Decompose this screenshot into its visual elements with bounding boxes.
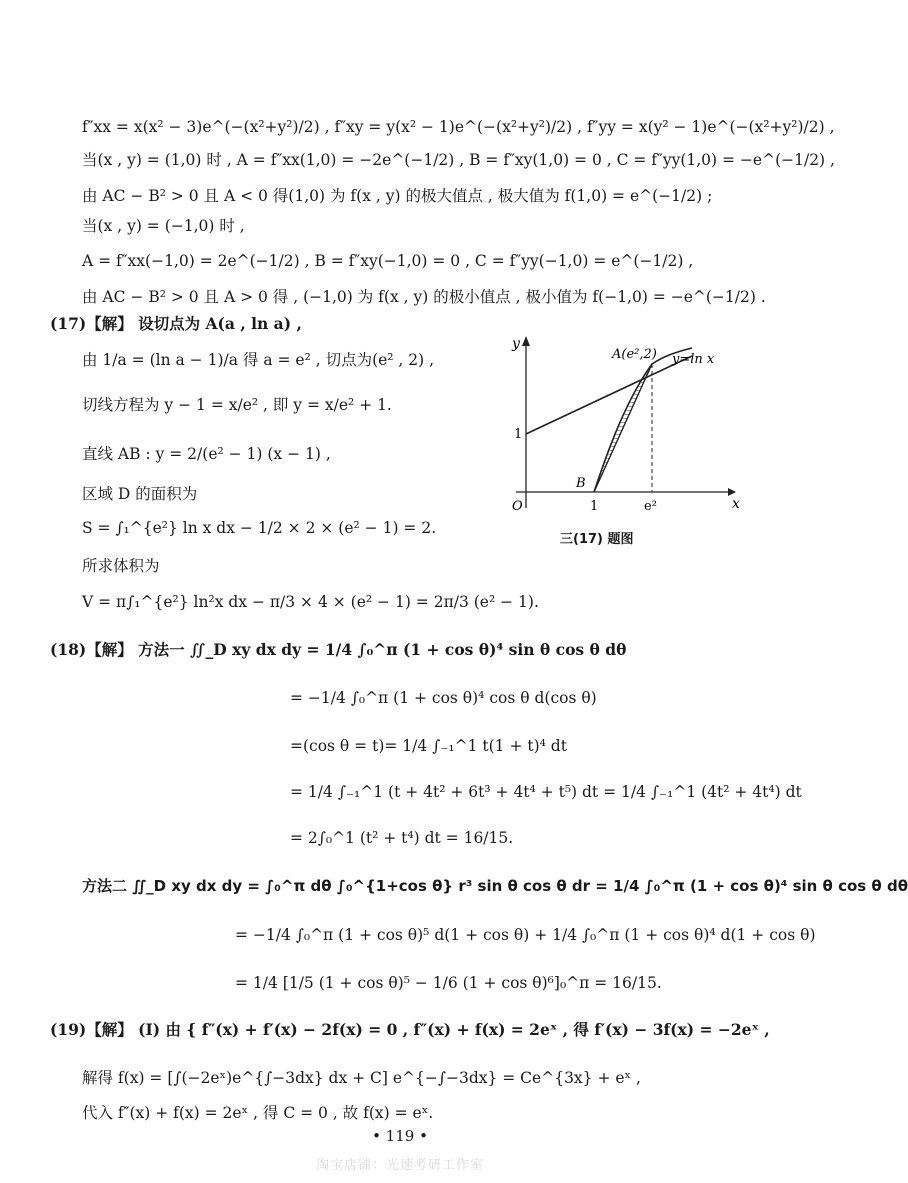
- y-axis-label: y: [512, 336, 520, 352]
- text-line: 当(x , y) = (−1,0) 时 ,: [82, 217, 245, 235]
- figure-caption: 三(17) 题图: [560, 532, 634, 547]
- text-line: =(cos θ = t)= 1/4 ∫₋₁^1 t(1 + t)⁴ dt: [290, 737, 567, 755]
- text-line: f″xx = x(x² − 3)e^(−(x²+y²)/2) , f″xy = y(x² − 1)e^(−(x²+y²)/2) , f″yy = x(y² − 1)e^(−(x²+y²)/2) ,: [82, 118, 835, 136]
- page-number: • 119 •: [372, 1127, 428, 1145]
- text-line: 由 AC − B² > 0 且 A < 0 得(1,0) 为 f(x , y) 的极大值点 , 极大值为 f(1,0) = e^(−1/2) ;: [82, 187, 713, 205]
- origin-label: O: [512, 499, 523, 514]
- x-tick-1-label: 1: [590, 499, 599, 514]
- point-a-label: A(e²,2): [612, 347, 657, 362]
- ln-curve: [594, 348, 692, 492]
- text-line: A = f″xx(−1,0) = 2e^(−1/2) , B = f″xy(−1,0) = 0 , C = f″yy(−1,0) = e^(−1/2) ,: [82, 252, 694, 270]
- text-line: = 2∫₀^1 (t² + t⁴) dt = 16/15.: [290, 829, 514, 847]
- y-axis-arrow: [522, 336, 530, 346]
- text-line: 由 AC − B² > 0 且 A > 0 得 , (−1,0) 为 f(x , y) 的极小值点 , 极小值为 f(−1,0) = −e^(−1/2) .: [82, 288, 766, 306]
- text-line: 由 1/a = (ln a − 1)/a 得 a = e² , 切点为(e² , 2) ,: [82, 351, 435, 369]
- chord-ab: [594, 364, 652, 492]
- text-line: S = ∫₁^{e²} ln x dx − 1/2 × 2 × (e² − 1) = 2.: [82, 519, 437, 537]
- text-line: 直线 AB : y = 2/(e² − 1) (x − 1) ,: [82, 445, 331, 463]
- problem-19-heading: (19)【解】 (Ⅰ) 由 { f″(x) + f′(x) − 2f(x) = 0 , f″(x) + f(x) = 2eˣ , 得 f′(x) − 3f(x) = −2eˣ ,: [50, 1020, 770, 1039]
- curve-label: y=ln x: [672, 352, 715, 367]
- text-line: 解得 f(x) = [∫(−2eˣ)e^{∫−3dx} dx + C] e^{−∫−3dx} = Ce^{3x} + eˣ ,: [82, 1069, 641, 1087]
- problem-18-heading: (18)【解】 方法一 ∬_D xy dx dy = 1/4 ∫₀^π (1 + cos θ)⁴ sin θ cos θ dθ: [50, 640, 627, 659]
- method-two-line: 方法二 ∬_D xy dx dy = ∫₀^π dθ ∫₀^{1+cos θ} r³ sin θ cos θ dr = 1/4 ∫₀^π (1 + cos θ)⁴ sin θ cos θ dθ: [82, 877, 908, 895]
- watermark: 淘宝店铺：光速考研工作室: [315, 1158, 484, 1173]
- point-b-label: B: [576, 476, 586, 491]
- text-line: 当(x , y) = (1,0) 时 , A = f″xx(1,0) = −2e^(−1/2) , B = f″xy(1,0) = 0 , C = f″yy(1,0) = −e^(−1/2) ,: [82, 151, 835, 169]
- x-axis-arrow: [728, 488, 736, 496]
- problem-17-heading: (17)【解】 设切点为 A(a , ln a) ,: [50, 314, 302, 333]
- text-line: V = π∫₁^{e²} ln²x dx − π/3 × 4 × (e² − 1) = 2π/3 (e² − 1).: [82, 593, 539, 611]
- text-line: = −1/4 ∫₀^π (1 + cos θ)⁵ d(1 + cos θ) + 1/4 ∫₀^π (1 + cos θ)⁴ d(1 + cos θ): [235, 926, 816, 944]
- text-line: = 1/4 [1/5 (1 + cos θ)⁵ − 1/6 (1 + cos θ)⁶]₀^π = 16/15.: [235, 974, 662, 992]
- y-tick-label: 1: [514, 427, 523, 442]
- text-line: 切线方程为 y − 1 = x/e² , 即 y = x/e² + 1.: [82, 396, 392, 414]
- tangent-line: [526, 356, 692, 434]
- text-line: = −1/4 ∫₀^π (1 + cos θ)⁴ cos θ d(cos θ): [290, 689, 597, 707]
- problem-17-figure: [496, 330, 746, 550]
- text-line: 代入 f″(x) + f(x) = 2eˣ , 得 C = 0 , 故 f(x) = eˣ.: [82, 1104, 434, 1122]
- text-line: 区域 D 的面积为: [82, 485, 198, 503]
- x-tick-e2-label: e²: [644, 499, 657, 514]
- text-line: = 1/4 ∫₋₁^1 (t + 4t² + 6t³ + 4t⁴ + t⁵) dt = 1/4 ∫₋₁^1 (4t² + 4t⁴) dt: [290, 783, 802, 801]
- x-axis-label: x: [732, 496, 740, 512]
- text-line: 所求体积为: [82, 557, 160, 575]
